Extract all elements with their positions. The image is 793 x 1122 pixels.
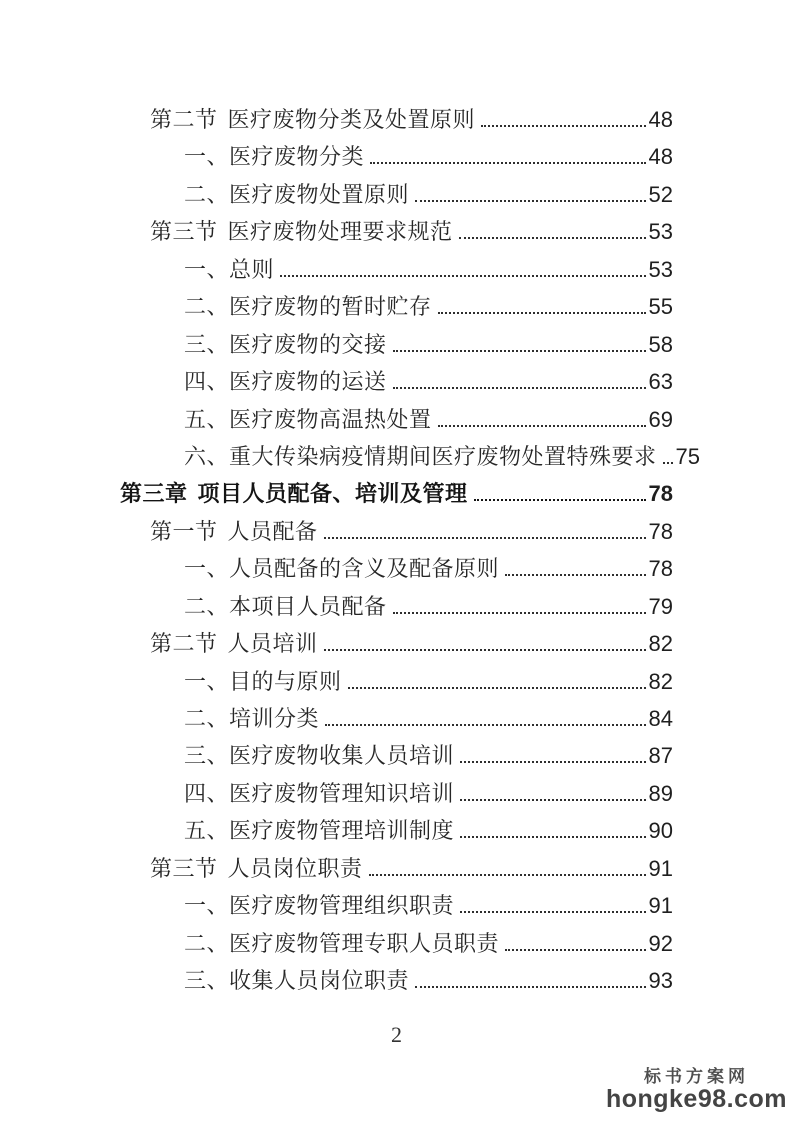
dot-leader <box>393 387 646 389</box>
dot-leader <box>393 612 646 614</box>
toc-entry <box>120 440 700 477</box>
toc-entry-page: 90 <box>648 818 673 844</box>
toc-entry-page: 82 <box>648 668 673 694</box>
toc-entry-page: 53 <box>648 256 673 282</box>
toc-entry <box>120 515 673 552</box>
dot-leader <box>481 125 646 127</box>
toc-entry <box>120 627 673 664</box>
toc-entry <box>120 702 673 739</box>
toc-entry-page: 87 <box>648 743 673 769</box>
toc-entry-page: 79 <box>648 593 673 619</box>
toc-entry-page: 89 <box>648 780 673 806</box>
toc-entry <box>120 178 673 215</box>
table-of-contents <box>120 103 700 1002</box>
toc-entry <box>120 852 673 889</box>
toc-entry-page: 82 <box>648 631 673 657</box>
dot-leader <box>438 425 646 427</box>
toc-entry-page: 63 <box>648 369 673 395</box>
watermark <box>606 1068 787 1112</box>
toc-entry-label: 二、医疗废物管理专职人员职责 <box>184 930 500 956</box>
toc-entry <box>120 477 673 514</box>
toc-entry-label: 五、医疗废物高温热处置 <box>184 406 432 432</box>
toc-entry-page: 75 <box>675 443 700 469</box>
toc-entry-label: 一、目的与原则 <box>184 668 342 694</box>
toc-entry-label: 二、医疗废物的暂时贮存 <box>184 294 432 320</box>
toc-entry <box>120 814 673 851</box>
toc-entry-page: 78 <box>648 518 673 544</box>
toc-entry <box>120 777 673 814</box>
dot-leader <box>474 499 646 501</box>
toc-entry <box>120 253 673 290</box>
toc-entry-label: 第二节 人员培训 <box>150 631 318 657</box>
dot-leader <box>393 350 646 352</box>
dot-leader <box>369 874 646 876</box>
dot-leader <box>370 162 646 164</box>
dot-leader <box>324 537 646 539</box>
toc-entry <box>120 290 673 327</box>
toc-entry-page: 91 <box>648 893 673 919</box>
dot-leader <box>415 986 646 988</box>
dot-leader <box>460 836 646 838</box>
toc-entry-page: 52 <box>648 181 673 207</box>
toc-entry-page: 91 <box>648 855 673 881</box>
toc-entry <box>120 889 673 926</box>
toc-entry-page: 84 <box>648 706 673 731</box>
dot-leader <box>348 687 646 689</box>
dot-leader <box>438 312 646 314</box>
toc-entry <box>120 140 673 177</box>
toc-entry <box>120 665 673 702</box>
toc-entry-label: 二、医疗废物处置原则 <box>184 181 410 207</box>
dot-leader <box>325 724 646 726</box>
toc-entry <box>120 964 673 1001</box>
toc-entry-page: 53 <box>648 219 673 245</box>
toc-entry-label: 六、重大传染病疫情期间医疗废物处置特殊要求 <box>184 443 657 469</box>
dot-leader <box>460 799 646 801</box>
dot-leader <box>280 275 646 277</box>
toc-entry-label: 一、人员配备的含义及配备原则 <box>184 556 500 582</box>
toc-entry-label: 四、医疗废物管理知识培训 <box>184 780 455 806</box>
toc-entry <box>120 328 673 365</box>
toc-entry <box>120 590 673 627</box>
toc-entry-label: 第三章 项目人员配备、培训及管理 <box>120 481 468 507</box>
dot-leader <box>459 237 646 239</box>
toc-entry-label: 三、收集人员岗位职责 <box>184 968 410 994</box>
watermark-site-name: 标书方案网 <box>643 1066 749 1086</box>
toc-entry-label: 二、培训分类 <box>184 706 320 731</box>
toc-entry-page: 58 <box>648 331 673 357</box>
dot-leader <box>415 200 646 202</box>
dot-leader <box>324 649 646 651</box>
toc-entry-label: 一、医疗废物管理组织职责 <box>184 893 455 919</box>
toc-entry <box>120 739 673 776</box>
page-number: 2 <box>391 1022 402 1047</box>
toc-entry-label: 四、医疗废物的运送 <box>184 369 387 395</box>
toc-entry-page: 78 <box>648 556 673 582</box>
toc-entry-page: 55 <box>648 294 673 320</box>
toc-entry-page: 48 <box>648 144 673 170</box>
toc-entry-label: 第一节 人员配备 <box>150 518 318 544</box>
dot-leader <box>505 949 646 951</box>
toc-entry <box>120 103 673 140</box>
toc-entry-page: 48 <box>648 107 673 132</box>
watermark-site-url: hongke98.com <box>605 1084 787 1113</box>
dot-leader <box>505 574 646 576</box>
toc-entry-label: 五、医疗废物管理培训制度 <box>184 818 455 844</box>
toc-entry <box>120 552 673 589</box>
toc-entry-label: 第三节 人员岗位职责 <box>150 855 363 881</box>
toc-entry-page: 78 <box>648 481 673 507</box>
toc-entry <box>120 927 673 964</box>
toc-entry-label: 一、医疗废物分类 <box>184 144 365 170</box>
toc-entry-label: 三、医疗废物的交接 <box>184 331 387 357</box>
toc-entry-label: 三、医疗废物收集人员培训 <box>184 743 455 769</box>
toc-entry-label: 第三节 医疗废物处理要求规范 <box>150 219 453 245</box>
dot-leader <box>460 761 646 763</box>
toc-entry-label: 一、总则 <box>184 256 275 282</box>
dot-leader <box>460 911 646 913</box>
dot-leader <box>663 462 673 464</box>
toc-entry-label: 第二节 医疗废物分类及处置原则 <box>150 107 476 132</box>
toc-entry <box>120 215 673 252</box>
toc-entry-page: 92 <box>648 930 673 956</box>
toc-entry <box>120 403 673 440</box>
toc-entry-page: 93 <box>648 968 673 994</box>
toc-entry-label: 二、本项目人员配备 <box>184 593 387 619</box>
toc-entry <box>120 365 673 402</box>
toc-entry-page: 69 <box>648 406 673 432</box>
